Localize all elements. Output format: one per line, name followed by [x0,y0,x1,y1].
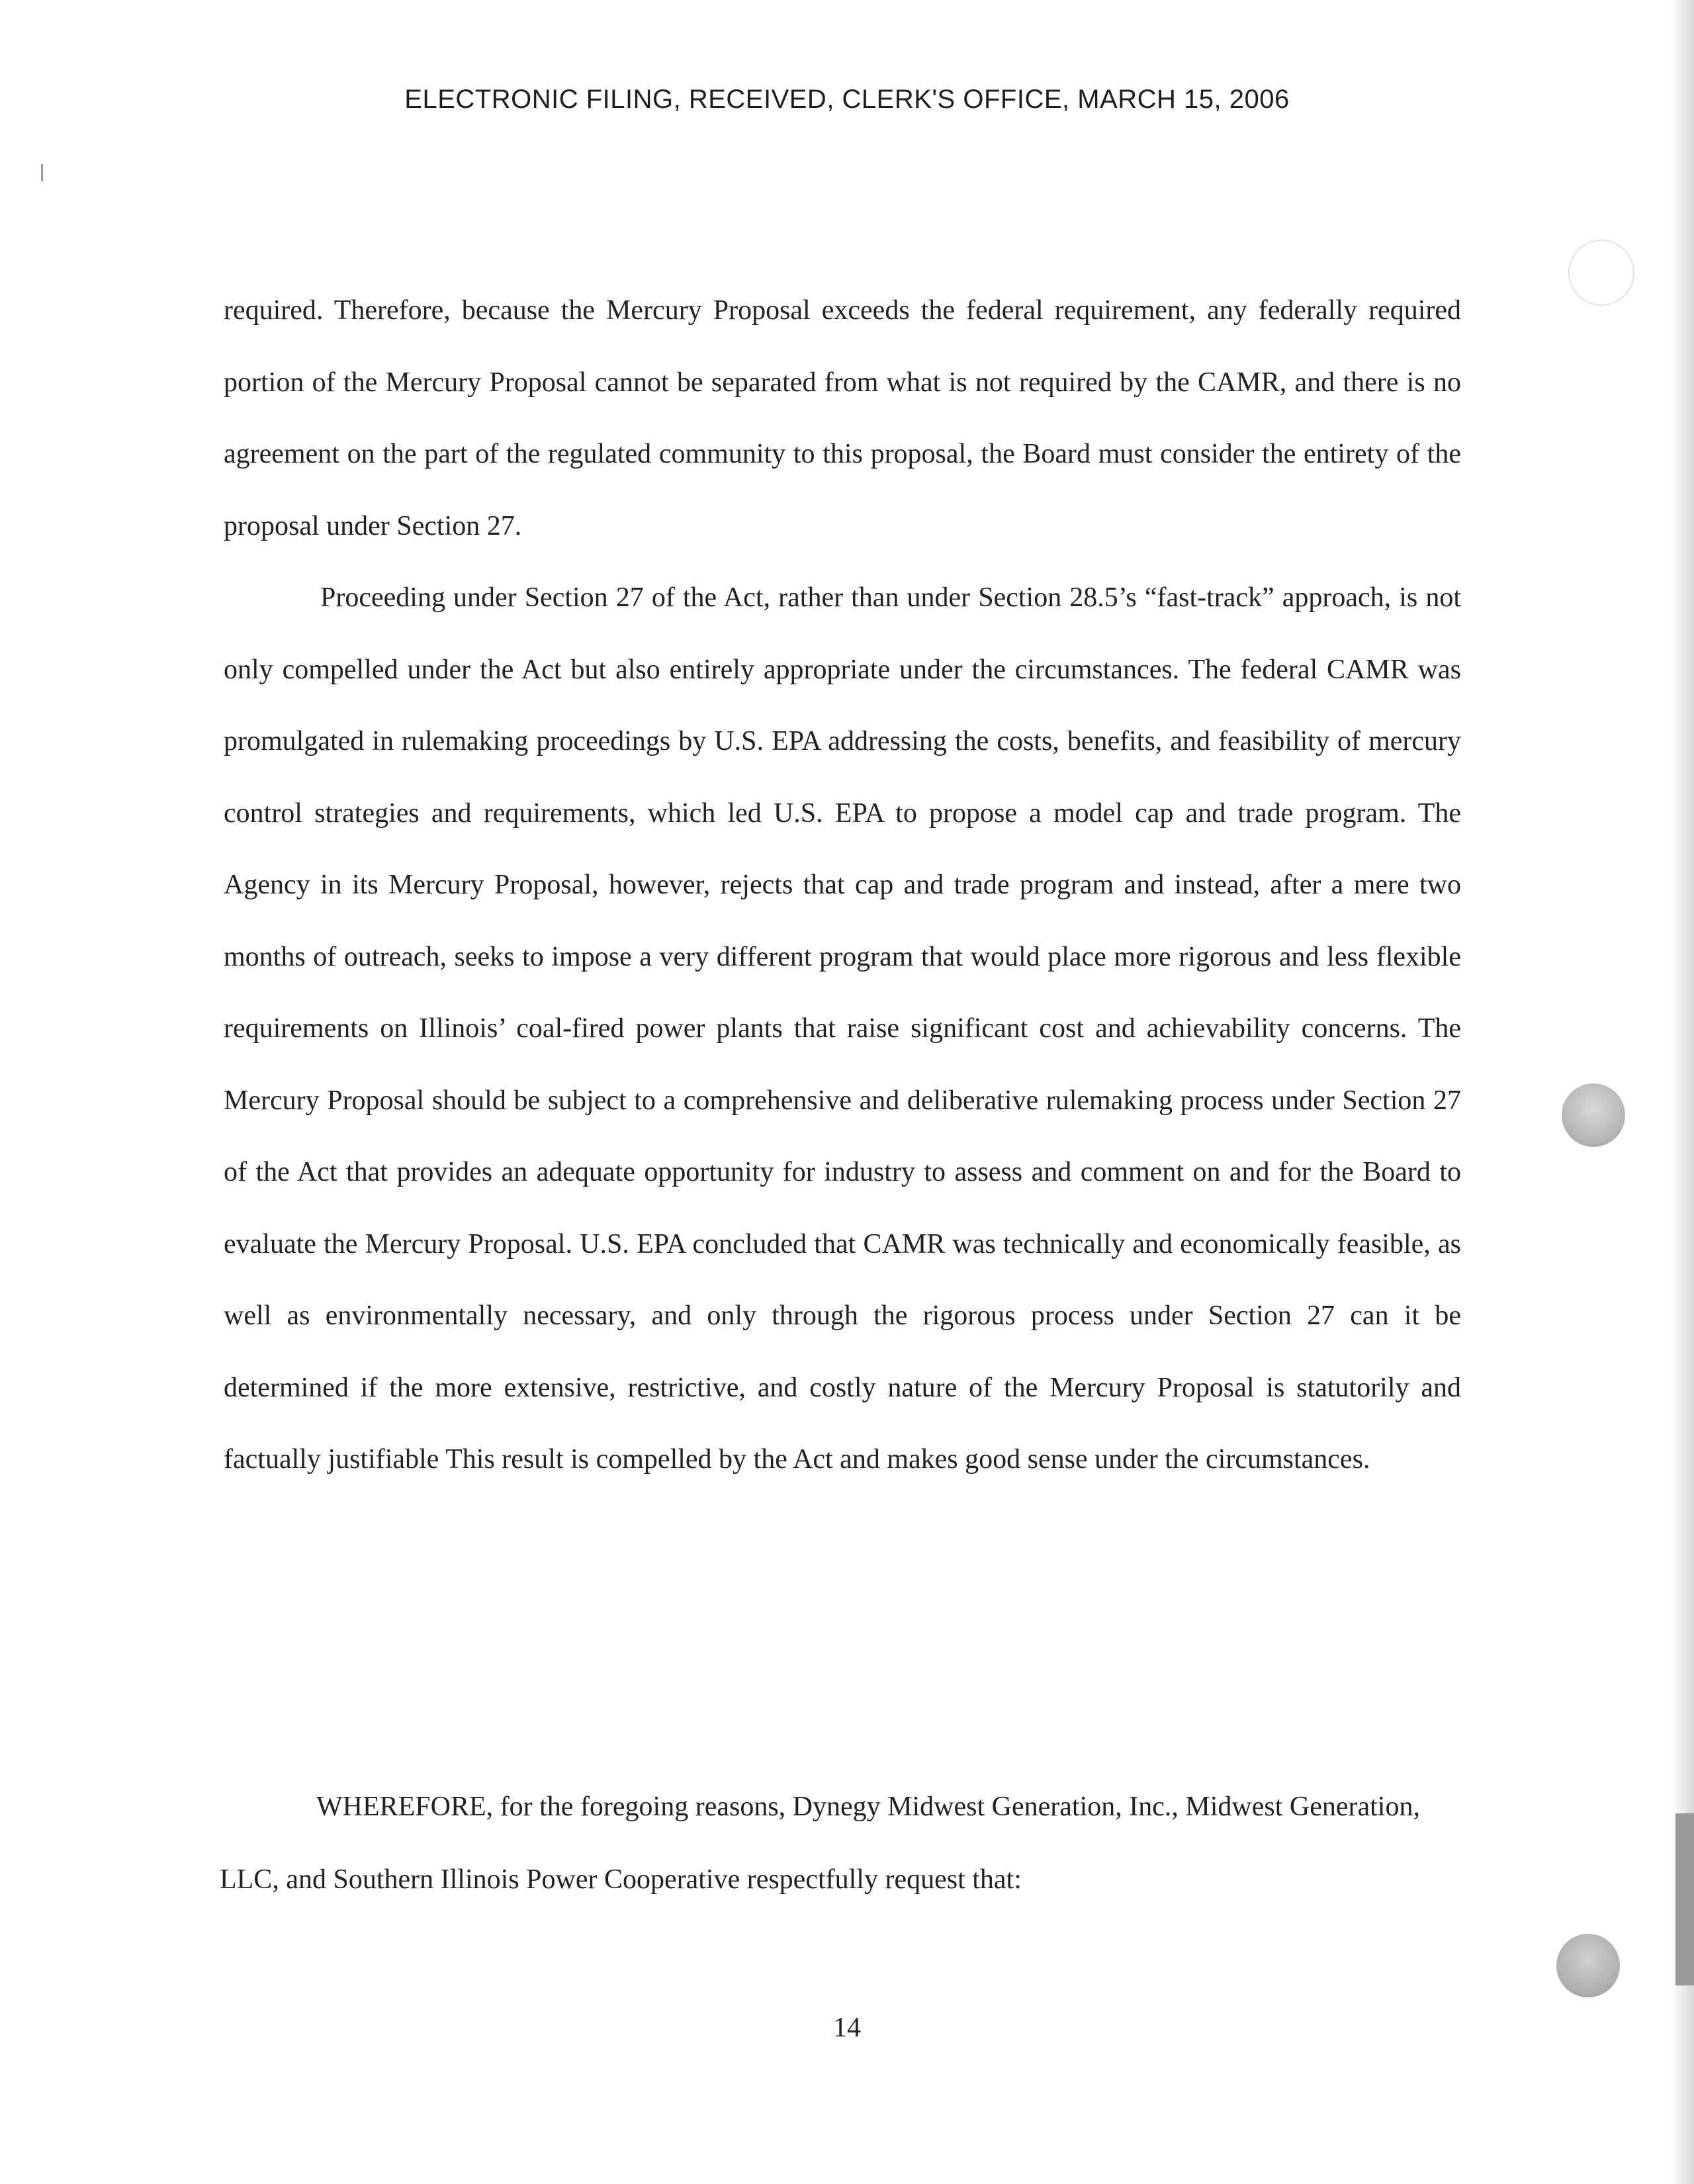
scan-edge-dark [1675,1813,1694,1985]
body-text [224,275,1461,1496]
paragraph: required. Therefore, because the Mercury Proposal exceeds the federal requirement, any federally required portion of the Mercury Proposal cannot be separated from what is not required by the CAMR, and there is no agreement on the part of the regulated community to this proposal, the Board must consider the entirety of the proposal under Section 27. [224,295,1461,541]
wherefore-clause [220,1770,1457,1916]
scan-mark [41,164,43,181]
punch-hole-bottom [1556,1934,1620,1997]
punch-hole-middle [1562,1083,1625,1147]
page-number: 14 [833,2013,861,2043]
filing-stamp-header: ELECTRONIC FILING, RECEIVED, CLERK'S OFFICE, MARCH 15, 2006 [404,85,1290,114]
punch-hole-top [1568,240,1634,306]
paragraph: Proceeding under Section 27 of the Act, rather than under Section 28.5’s “fast-track” approach, is not only compelled under the Act but also entirely appropriate under the circumstances. The federal CAMR was promulgated in rulemaking proceedings by U.S. EPA addressing the costs, benefits, and feasibility of mercury control strategies and requirements, which led U.S. EPA to propose a model cap and trade program. The Agency in its Mercury Proposal, however, rejects that cap and trade program and instead, after a mere two months of outreach, seeks to impose a very different program that would place more rigorous and less flexible requirements on Illinois’ coal-fired power plants that raise significant cost and achievability concerns. The Mercury Proposal should be subject to a comprehensive and deliberative rulemaking process under Section 27 of the Act that provides an adequate opportunity for industry to assess and comment on and for the Board to evaluate the Mercury Proposal. U.S. EPA concluded that CAMR was technically and economically feasible, as well as environmentally necessary, and only through the rigorous process under Section 27 can it be determined if the more extensive, restrictive, and costly nature of the Mercury Proposal is statutorily and factually justifiable This result is compelled by the Act and makes good sense under the circumstances. [224,582,1461,1475]
paragraph: WHEREFORE, for the foregoing reasons, Dynegy Midwest Generation, Inc., Midwest Generation, LLC, and Southern Illinois Power Cooperative respectfully request that: [220,1792,1420,1895]
